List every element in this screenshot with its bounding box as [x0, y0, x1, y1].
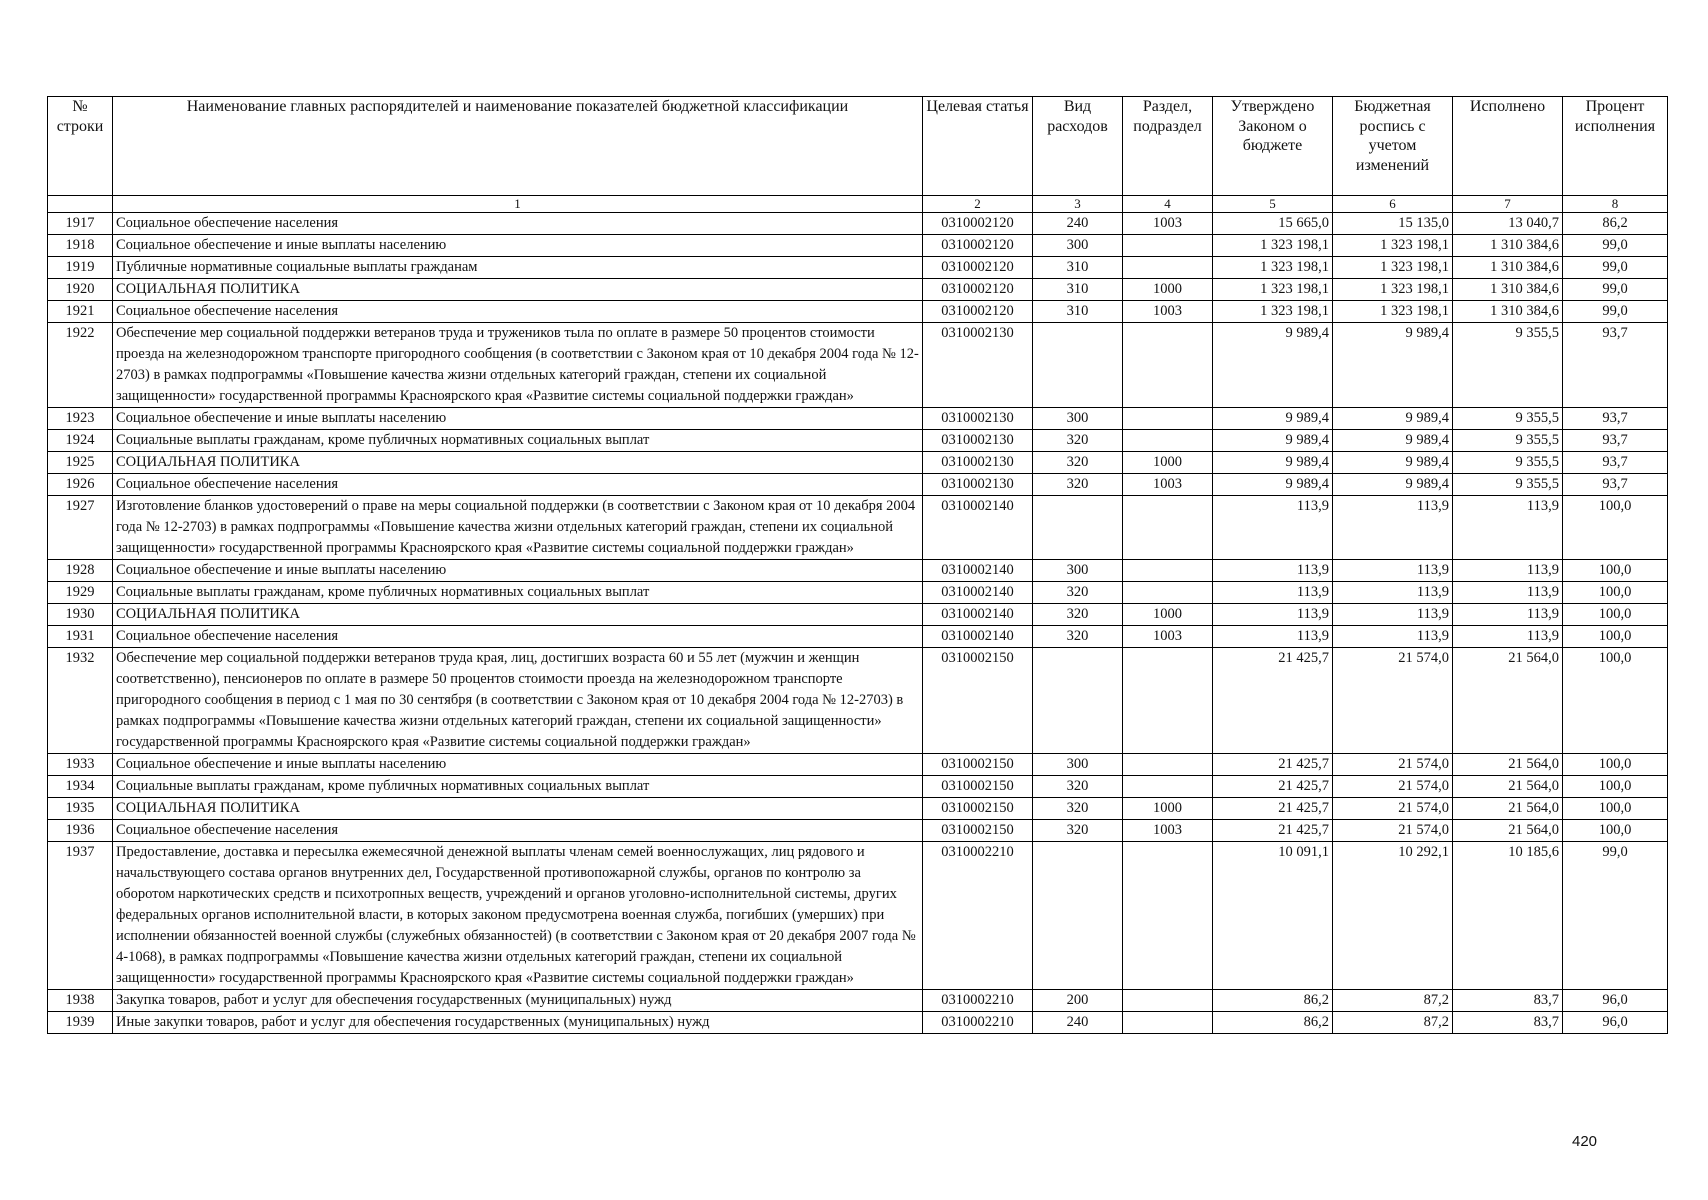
- target-article-cell: 0310002150: [923, 820, 1033, 842]
- expense-type-cell: 200: [1033, 990, 1123, 1012]
- table-row: [48, 279, 1668, 301]
- expense-type-cell: 320: [1033, 452, 1123, 474]
- approved-cell: 1 323 198,1: [1213, 235, 1333, 257]
- budget-list-cell: 9 989,4: [1333, 323, 1453, 408]
- approved-cell: 113,9: [1213, 626, 1333, 648]
- approved-cell: 21 425,7: [1213, 648, 1333, 754]
- percent-cell: 100,0: [1563, 626, 1668, 648]
- executed-cell: 21 564,0: [1453, 820, 1563, 842]
- section-cell: 1003: [1123, 474, 1213, 496]
- header-row-number: № строки: [48, 97, 113, 196]
- executed-cell: 83,7: [1453, 990, 1563, 1012]
- expense-type-cell: 310: [1033, 257, 1123, 279]
- table-row: [48, 582, 1668, 604]
- section-cell: [1123, 496, 1213, 560]
- row-number-cell: 1925: [48, 452, 113, 474]
- target-article-cell: 0310002130: [923, 323, 1033, 408]
- name-cell: Социальное обеспечение и иные выплаты населению: [113, 408, 923, 430]
- percent-cell: 96,0: [1563, 1012, 1668, 1034]
- percent-cell: 93,7: [1563, 474, 1668, 496]
- expense-type-cell: 310: [1033, 301, 1123, 323]
- approved-cell: 21 425,7: [1213, 776, 1333, 798]
- budget-list-cell: 9 989,4: [1333, 474, 1453, 496]
- executed-cell: 1 310 384,6: [1453, 235, 1563, 257]
- table-row: [48, 604, 1668, 626]
- section-cell: [1123, 990, 1213, 1012]
- table-row: [48, 990, 1668, 1012]
- name-cell: СОЦИАЛЬНАЯ ПОЛИТИКА: [113, 452, 923, 474]
- approved-cell: 113,9: [1213, 560, 1333, 582]
- name-cell: Социальные выплаты гражданам, кроме публичных нормативных социальных выплат: [113, 776, 923, 798]
- column-number: 8: [1563, 196, 1668, 213]
- budget-list-cell: 1 323 198,1: [1333, 301, 1453, 323]
- table-header-row: [48, 97, 1668, 196]
- executed-cell: 13 040,7: [1453, 213, 1563, 235]
- executed-cell: 9 355,5: [1453, 452, 1563, 474]
- column-number: [48, 196, 113, 213]
- percent-cell: 100,0: [1563, 496, 1668, 560]
- expense-type-cell: 240: [1033, 213, 1123, 235]
- target-article-cell: 0310002210: [923, 990, 1033, 1012]
- expense-type-cell: 300: [1033, 754, 1123, 776]
- table-row: [48, 474, 1668, 496]
- target-article-cell: 0310002210: [923, 1012, 1033, 1034]
- section-cell: [1123, 1012, 1213, 1034]
- executed-cell: 83,7: [1453, 1012, 1563, 1034]
- percent-cell: 96,0: [1563, 990, 1668, 1012]
- approved-cell: 21 425,7: [1213, 754, 1333, 776]
- approved-cell: 113,9: [1213, 582, 1333, 604]
- approved-cell: 21 425,7: [1213, 798, 1333, 820]
- header-approved: Утверждено Законом о бюджете: [1213, 97, 1333, 196]
- target-article-cell: 0310002130: [923, 452, 1033, 474]
- column-number: 4: [1123, 196, 1213, 213]
- expense-type-cell: 320: [1033, 474, 1123, 496]
- expense-type-cell: 300: [1033, 235, 1123, 257]
- target-article-cell: 0310002120: [923, 257, 1033, 279]
- section-cell: 1000: [1123, 604, 1213, 626]
- target-article-cell: 0310002150: [923, 648, 1033, 754]
- expense-type-cell: 240: [1033, 1012, 1123, 1034]
- budget-list-cell: 113,9: [1333, 560, 1453, 582]
- name-cell: Обеспечение мер социальной поддержки ветеранов труда края, лиц, достигших возраста 60 и 55 лет (мужчин и женщин соответственно), пенсионеров по оплате в размере 50 процентов стоимости проезда на железнодорожном транспорте пригородного сообщения в период с 1 мая по 30 сентября (в соответствии с Законом края от 10 декабря 2004 года № 12-2703) в рамках подпрограммы «Повышение качества жизни отдельных категорий граждан, степени их социальной защищенности» государственной программы Красноярского края «Развитие системы социальной поддержки граждан»: [113, 648, 923, 754]
- table-row: [48, 626, 1668, 648]
- table-row: [48, 560, 1668, 582]
- percent-cell: 100,0: [1563, 820, 1668, 842]
- row-number-cell: 1936: [48, 820, 113, 842]
- executed-cell: 1 310 384,6: [1453, 301, 1563, 323]
- target-article-cell: 0310002120: [923, 279, 1033, 301]
- target-article-cell: 0310002120: [923, 301, 1033, 323]
- table-row: [48, 820, 1668, 842]
- table-row: [48, 452, 1668, 474]
- row-number-cell: 1933: [48, 754, 113, 776]
- budget-report-page: [47, 96, 1667, 1034]
- row-number-cell: 1922: [48, 323, 113, 408]
- approved-cell: 15 665,0: [1213, 213, 1333, 235]
- table-row: [48, 408, 1668, 430]
- row-number-cell: 1935: [48, 798, 113, 820]
- approved-cell: 1 323 198,1: [1213, 279, 1333, 301]
- budget-list-cell: 21 574,0: [1333, 776, 1453, 798]
- budget-list-cell: 10 292,1: [1333, 842, 1453, 990]
- section-cell: [1123, 582, 1213, 604]
- name-cell: Социальное обеспечение населения: [113, 474, 923, 496]
- expense-type-cell: 300: [1033, 560, 1123, 582]
- row-number-cell: 1931: [48, 626, 113, 648]
- target-article-cell: 0310002150: [923, 754, 1033, 776]
- executed-cell: 9 355,5: [1453, 408, 1563, 430]
- row-number-cell: 1924: [48, 430, 113, 452]
- table-row: [48, 213, 1668, 235]
- budget-list-cell: 9 989,4: [1333, 430, 1453, 452]
- name-cell: Изготовление бланков удостоверений о праве на меры социальной поддержки (в соответствии с Законом края от 10 декабря 2004 года № 12-2703) в рамках подпрограммы «Повышение качества жизни отдельных категорий граждан, степени их социальной защищенности» государственной программы Красноярского края «Развитие системы социальной поддержки граждан»: [113, 496, 923, 560]
- name-cell: Иные закупки товаров, работ и услуг для обеспечения государственных (муниципальных) нужд: [113, 1012, 923, 1034]
- executed-cell: 9 355,5: [1453, 323, 1563, 408]
- section-cell: [1123, 560, 1213, 582]
- percent-cell: 93,7: [1563, 430, 1668, 452]
- budget-list-cell: 9 989,4: [1333, 452, 1453, 474]
- budget-list-cell: 21 574,0: [1333, 648, 1453, 754]
- section-cell: 1000: [1123, 452, 1213, 474]
- section-cell: 1003: [1123, 213, 1213, 235]
- percent-cell: 99,0: [1563, 279, 1668, 301]
- approved-cell: 9 989,4: [1213, 474, 1333, 496]
- percent-cell: 100,0: [1563, 604, 1668, 626]
- section-cell: [1123, 776, 1213, 798]
- name-cell: Социальные выплаты гражданам, кроме публичных нормативных социальных выплат: [113, 582, 923, 604]
- budget-list-cell: 9 989,4: [1333, 408, 1453, 430]
- executed-cell: 21 564,0: [1453, 798, 1563, 820]
- approved-cell: 86,2: [1213, 1012, 1333, 1034]
- expense-type-cell: 320: [1033, 430, 1123, 452]
- name-cell: Социальные выплаты гражданам, кроме публичных нормативных социальных выплат: [113, 430, 923, 452]
- target-article-cell: 0310002140: [923, 604, 1033, 626]
- executed-cell: 113,9: [1453, 560, 1563, 582]
- table-row: [48, 430, 1668, 452]
- header-budget-list: Бюджетная роспись с учетом изменений: [1333, 97, 1453, 196]
- approved-cell: 9 989,4: [1213, 452, 1333, 474]
- target-article-cell: 0310002120: [923, 213, 1033, 235]
- expense-type-cell: [1033, 648, 1123, 754]
- percent-cell: 100,0: [1563, 776, 1668, 798]
- row-number-cell: 1920: [48, 279, 113, 301]
- budget-list-cell: 1 323 198,1: [1333, 235, 1453, 257]
- header-target-article: Целевая статья: [923, 97, 1033, 196]
- expense-type-cell: 320: [1033, 820, 1123, 842]
- executed-cell: 1 310 384,6: [1453, 279, 1563, 301]
- executed-cell: 113,9: [1453, 626, 1563, 648]
- target-article-cell: 0310002150: [923, 776, 1033, 798]
- executed-cell: 9 355,5: [1453, 474, 1563, 496]
- header-executed: Исполнено: [1453, 97, 1563, 196]
- row-number-cell: 1930: [48, 604, 113, 626]
- approved-cell: 21 425,7: [1213, 820, 1333, 842]
- target-article-cell: 0310002140: [923, 626, 1033, 648]
- expense-type-cell: [1033, 323, 1123, 408]
- executed-cell: 9 355,5: [1453, 430, 1563, 452]
- budget-list-cell: 113,9: [1333, 604, 1453, 626]
- section-cell: [1123, 430, 1213, 452]
- percent-cell: 100,0: [1563, 582, 1668, 604]
- target-article-cell: 0310002120: [923, 235, 1033, 257]
- row-number-cell: 1921: [48, 301, 113, 323]
- executed-cell: 10 185,6: [1453, 842, 1563, 990]
- executed-cell: 113,9: [1453, 496, 1563, 560]
- target-article-cell: 0310002130: [923, 408, 1033, 430]
- table-row: [48, 496, 1668, 560]
- expense-type-cell: 320: [1033, 626, 1123, 648]
- table-row: [48, 776, 1668, 798]
- table-row: [48, 301, 1668, 323]
- table-row: [48, 648, 1668, 754]
- row-number-cell: 1928: [48, 560, 113, 582]
- expense-type-cell: [1033, 842, 1123, 990]
- expense-type-cell: 300: [1033, 408, 1123, 430]
- percent-cell: 93,7: [1563, 408, 1668, 430]
- budget-list-cell: 21 574,0: [1333, 798, 1453, 820]
- header-name: Наименование главных распорядителей и наименование показателей бюджетной классификации: [113, 97, 923, 196]
- name-cell: Социальное обеспечение и иные выплаты населению: [113, 560, 923, 582]
- approved-cell: 1 323 198,1: [1213, 301, 1333, 323]
- section-cell: [1123, 648, 1213, 754]
- percent-cell: 93,7: [1563, 323, 1668, 408]
- percent-cell: 100,0: [1563, 754, 1668, 776]
- row-number-cell: 1923: [48, 408, 113, 430]
- approved-cell: 10 091,1: [1213, 842, 1333, 990]
- row-number-cell: 1917: [48, 213, 113, 235]
- approved-cell: 113,9: [1213, 496, 1333, 560]
- row-number-cell: 1934: [48, 776, 113, 798]
- section-cell: [1123, 235, 1213, 257]
- name-cell: Публичные нормативные социальные выплаты гражданам: [113, 257, 923, 279]
- table-row: [48, 1012, 1668, 1034]
- table-row: [48, 842, 1668, 990]
- executed-cell: 21 564,0: [1453, 648, 1563, 754]
- budget-list-cell: 21 574,0: [1333, 820, 1453, 842]
- expense-type-cell: 310: [1033, 279, 1123, 301]
- budget-list-cell: 21 574,0: [1333, 754, 1453, 776]
- row-number-cell: 1927: [48, 496, 113, 560]
- section-cell: 1003: [1123, 301, 1213, 323]
- executed-cell: 113,9: [1453, 582, 1563, 604]
- name-cell: СОЦИАЛЬНАЯ ПОЛИТИКА: [113, 798, 923, 820]
- approved-cell: 9 989,4: [1213, 430, 1333, 452]
- budget-table: [47, 96, 1668, 1034]
- row-number-cell: 1937: [48, 842, 113, 990]
- expense-type-cell: 320: [1033, 604, 1123, 626]
- name-cell: СОЦИАЛЬНАЯ ПОЛИТИКА: [113, 279, 923, 301]
- section-cell: 1003: [1123, 820, 1213, 842]
- name-cell: Социальное обеспечение и иные выплаты населению: [113, 754, 923, 776]
- target-article-cell: 0310002210: [923, 842, 1033, 990]
- table-row: [48, 323, 1668, 408]
- budget-list-cell: 1 323 198,1: [1333, 279, 1453, 301]
- name-cell: Социальное обеспечение населения: [113, 301, 923, 323]
- target-article-cell: 0310002140: [923, 582, 1033, 604]
- section-cell: 1000: [1123, 798, 1213, 820]
- budget-list-cell: 87,2: [1333, 1012, 1453, 1034]
- percent-cell: 99,0: [1563, 842, 1668, 990]
- table-row: [48, 754, 1668, 776]
- column-number: 6: [1333, 196, 1453, 213]
- section-cell: [1123, 408, 1213, 430]
- table-row: [48, 798, 1668, 820]
- approved-cell: 1 323 198,1: [1213, 257, 1333, 279]
- name-cell: Предоставление, доставка и пересылка ежемесячной денежной выплаты членам семей военнослужащих, лиц рядового и начальствующего состава органов внутренних дел, Государственной противопожарной службы, органов по контролю за оборотом наркотических средств и психотропных веществ, учреждений и органов уголовно-исполнительной системы, других федеральных органов исполнительной власти, в которых законом предусмотрена военная служба, погибших (умерших) при исполнении обязанностей военной службы (служебных обязанностей) (в соответствии с Законом края от 20 декабря 2007 года № 4-1068), в рамках подпрограммы «Повышение качества жизни отдельных категорий граждан, степени их социальной защищенности» государственной программы Красноярского края «Развитие системы социальной поддержки граждан»: [113, 842, 923, 990]
- percent-cell: 99,0: [1563, 301, 1668, 323]
- table-row: [48, 235, 1668, 257]
- target-article-cell: 0310002130: [923, 474, 1033, 496]
- percent-cell: 100,0: [1563, 560, 1668, 582]
- name-cell: Закупка товаров, работ и услуг для обеспечения государственных (муниципальных) нужд: [113, 990, 923, 1012]
- column-number-row: [48, 196, 1668, 213]
- name-cell: Социальное обеспечение и иные выплаты населению: [113, 235, 923, 257]
- target-article-cell: 0310002130: [923, 430, 1033, 452]
- header-percent: Процент исполнения: [1563, 97, 1668, 196]
- budget-list-cell: 113,9: [1333, 626, 1453, 648]
- percent-cell: 99,0: [1563, 235, 1668, 257]
- column-number: 1: [113, 196, 923, 213]
- section-cell: [1123, 323, 1213, 408]
- target-article-cell: 0310002150: [923, 798, 1033, 820]
- approved-cell: 86,2: [1213, 990, 1333, 1012]
- approved-cell: 113,9: [1213, 604, 1333, 626]
- expense-type-cell: 320: [1033, 798, 1123, 820]
- budget-list-cell: 15 135,0: [1333, 213, 1453, 235]
- name-cell: Социальное обеспечение населения: [113, 213, 923, 235]
- page-number: 420: [1572, 1133, 1598, 1150]
- row-number-cell: 1919: [48, 257, 113, 279]
- table-row: [48, 257, 1668, 279]
- row-number-cell: 1938: [48, 990, 113, 1012]
- budget-list-cell: 113,9: [1333, 496, 1453, 560]
- name-cell: Социальное обеспечение населения: [113, 820, 923, 842]
- executed-cell: 21 564,0: [1453, 754, 1563, 776]
- section-cell: 1003: [1123, 626, 1213, 648]
- section-cell: [1123, 754, 1213, 776]
- row-number-cell: 1939: [48, 1012, 113, 1034]
- expense-type-cell: 320: [1033, 582, 1123, 604]
- target-article-cell: 0310002140: [923, 560, 1033, 582]
- percent-cell: 86,2: [1563, 213, 1668, 235]
- executed-cell: 21 564,0: [1453, 776, 1563, 798]
- row-number-cell: 1926: [48, 474, 113, 496]
- percent-cell: 99,0: [1563, 257, 1668, 279]
- percent-cell: 93,7: [1563, 452, 1668, 474]
- row-number-cell: 1918: [48, 235, 113, 257]
- expense-type-cell: [1033, 496, 1123, 560]
- header-expense-type: Вид расходов: [1033, 97, 1123, 196]
- column-number: 7: [1453, 196, 1563, 213]
- header-section: Раздел, подраздел: [1123, 97, 1213, 196]
- approved-cell: 9 989,4: [1213, 408, 1333, 430]
- percent-cell: 100,0: [1563, 648, 1668, 754]
- approved-cell: 9 989,4: [1213, 323, 1333, 408]
- column-number: 3: [1033, 196, 1123, 213]
- row-number-cell: 1932: [48, 648, 113, 754]
- name-cell: Обеспечение мер социальной поддержки ветеранов труда и тружеников тыла по оплате в размере 50 процентов стоимости проезда на железнодорожном транспорте пригородного сообщения (в соответствии с Законом края от 10 декабря 2004 года № 12-2703) в рамках подпрограммы «Повышение качества жизни отдельных категорий граждан, степени их социальной защищенности» государственной программы Красноярского края «Развитие системы социальной поддержки граждан»: [113, 323, 923, 408]
- section-cell: 1000: [1123, 279, 1213, 301]
- executed-cell: 1 310 384,6: [1453, 257, 1563, 279]
- percent-cell: 100,0: [1563, 798, 1668, 820]
- target-article-cell: 0310002140: [923, 496, 1033, 560]
- budget-list-cell: 87,2: [1333, 990, 1453, 1012]
- column-number: 5: [1213, 196, 1333, 213]
- expense-type-cell: 320: [1033, 776, 1123, 798]
- executed-cell: 113,9: [1453, 604, 1563, 626]
- budget-list-cell: 1 323 198,1: [1333, 257, 1453, 279]
- section-cell: [1123, 842, 1213, 990]
- section-cell: [1123, 257, 1213, 279]
- row-number-cell: 1929: [48, 582, 113, 604]
- name-cell: СОЦИАЛЬНАЯ ПОЛИТИКА: [113, 604, 923, 626]
- budget-list-cell: 113,9: [1333, 582, 1453, 604]
- column-number: 2: [923, 196, 1033, 213]
- name-cell: Социальное обеспечение населения: [113, 626, 923, 648]
